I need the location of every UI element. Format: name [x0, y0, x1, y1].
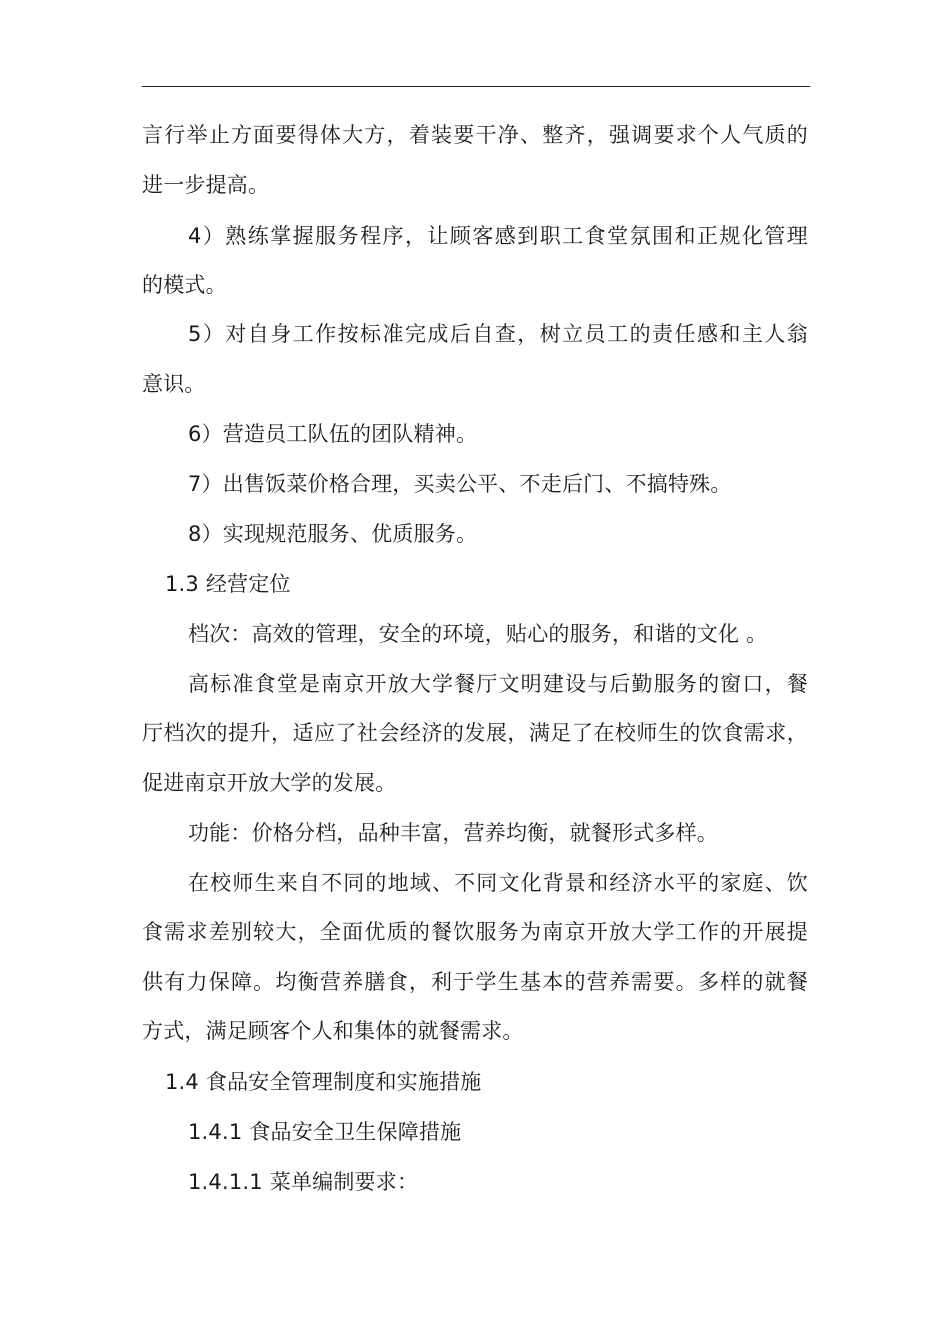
section-heading-1-3: 1.3 经营定位: [165, 572, 291, 596]
list-item-4: 4）熟练掌握服务程序，让顾客感到职工食堂氛围和正规化管理: [188, 224, 808, 248]
paragraph-line: 进一步提高。: [142, 173, 270, 197]
paragraph-line: 在校师生来自不同的地域、不同文化背景和经济水平的家庭、饮: [188, 871, 808, 895]
paragraph-line: 意识。: [142, 372, 206, 396]
list-item-6: 6）营造员工队伍的团队精神。: [188, 422, 478, 446]
paragraph-line: 言行举止方面要得体大方，着装要干净、整齐，强调要求个人气质的: [142, 123, 808, 147]
paragraph-line: 厅档次的提升，适应了社会经济的发展，满足了在校师生的饮食需求，: [142, 721, 808, 745]
list-item-8: 8）实现规范服务、优质服务。: [188, 522, 478, 546]
list-item-7: 7）出售饭菜价格合理，买卖公平、不走后门、不搞特殊。: [188, 472, 732, 496]
paragraph-line: 促进南京开放大学的发展。: [142, 771, 397, 795]
paragraph-line: 的模式。: [142, 273, 227, 297]
subsection-heading-1-4-1: 1.4.1 食品安全卫生保障措施: [188, 1120, 462, 1144]
section-heading-1-4: 1.4 食品安全管理制度和实施措施: [165, 1070, 482, 1094]
grade-statement: 档次：高效的管理，安全的环境，贴心的服务，和谐的文化 。: [188, 622, 768, 646]
paragraph-line: 高标准食堂是南京开放大学餐厅文明建设与后勤服务的窗口，餐: [188, 672, 808, 696]
paragraph-line: 供有力保障。均衡营养膳食，利于学生基本的营养需要。多样的就餐: [142, 970, 808, 994]
paragraph-line: 食需求差别较大，全面优质的餐饮服务为南京开放大学工作的开展提: [142, 920, 808, 944]
function-statement: 功能：价格分档，品种丰富，营养均衡，就餐形式多样。: [188, 821, 718, 845]
paragraph-line: 方式，满足顾客个人和集体的就餐需求。: [142, 1019, 524, 1043]
subsection-heading-1-4-1-1: 1.4.1.1 菜单编制要求：: [188, 1170, 419, 1194]
list-item-5: 5）对自身工作按标准完成后自查，树立员工的责任感和主人翁: [188, 322, 808, 346]
header-rule: [142, 86, 810, 87]
